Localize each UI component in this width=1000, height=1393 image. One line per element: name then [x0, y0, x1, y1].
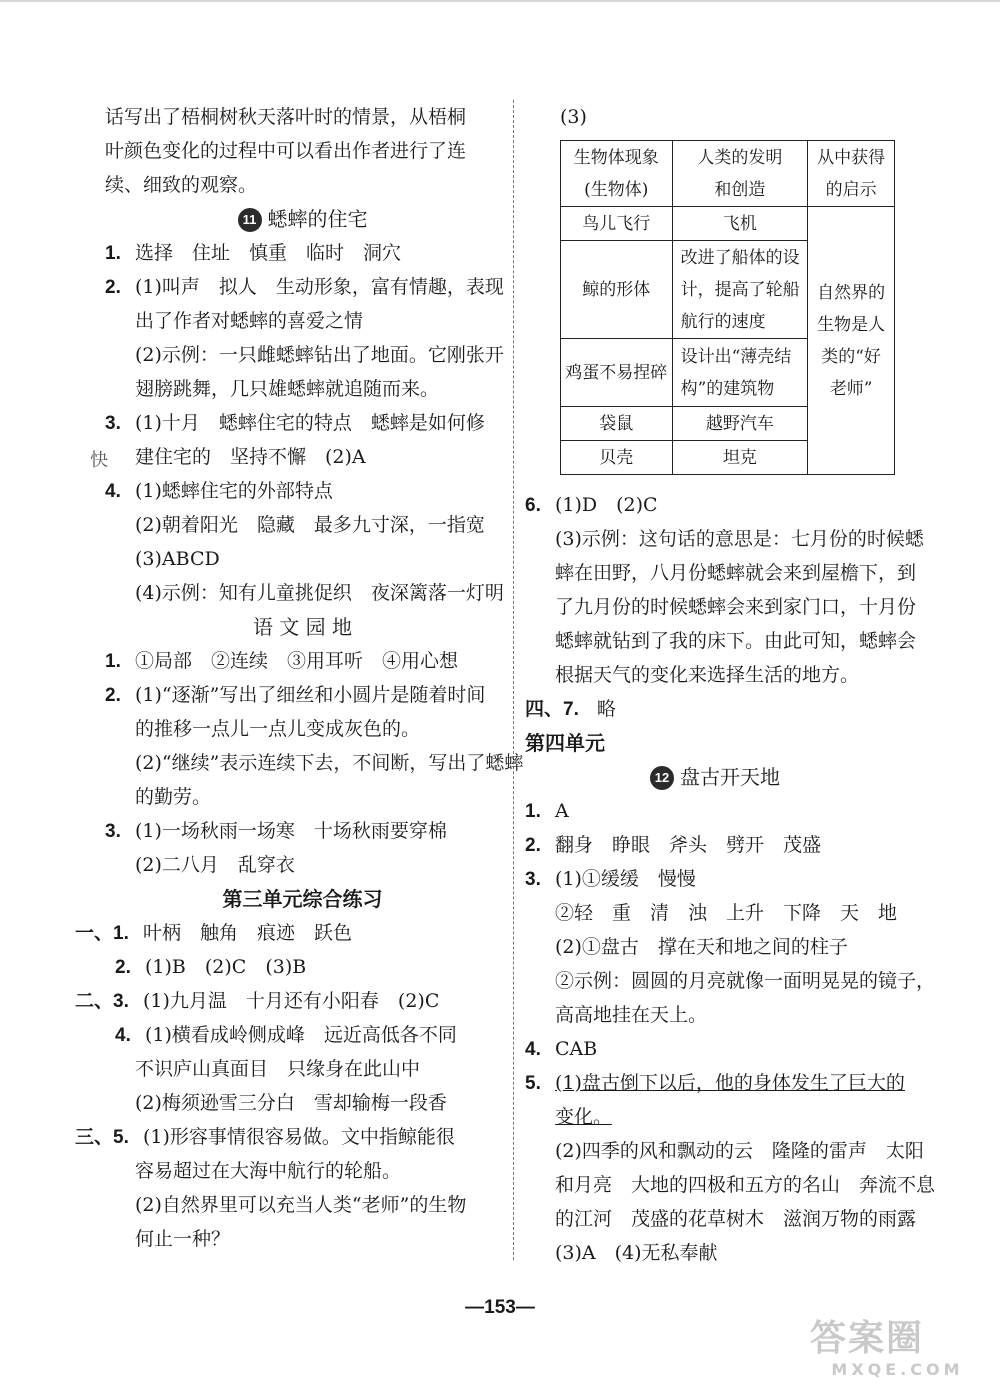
l12-q1: 1. A [525, 800, 569, 822]
q6-line5: 蟋蟀就钻到了我的床下。由此可知，蟋蟀会 [555, 630, 917, 652]
l11-q4-line4: (4)示例：知有儿童挑促织 夜深篱落一灯明 [135, 582, 504, 604]
l12-q5-line3: (2)四季的风和飘动的云 隆隆的雷声 太阳 [555, 1140, 924, 1162]
l11-q2-line1: 2. (1)叫声 拟人 生动形象，富有情趣，表现 [105, 276, 504, 298]
l11-q2-line3: (2)示例：一只雌蟋蟀钻出了地面。它刚张开 [135, 344, 504, 366]
table-row: 鸟儿飞行 飞机 自然界的 生物是人 类的“好 老师” [561, 207, 895, 241]
watermark-logo: 答案圈 MXQE.COM [810, 1318, 964, 1379]
garden-q2-line2: 的推移一点儿一点儿变成灰色的。 [135, 718, 421, 740]
review-s2-q3: 二、3. (1)九月温 十月还有小阳春 (2)C [75, 990, 440, 1012]
l11-q4-line2: (2)朝着阳光 隐藏 最多九寸深，一指宽 [135, 514, 485, 536]
unit-4-heading: 第四单元 [525, 731, 605, 755]
page-number: —153— [465, 1297, 535, 1318]
lesson-11-badge: 11 [238, 208, 262, 232]
l12-q5-line1: 5. (1)盘古倒下以后，他的身体发生了巨大的 [525, 1072, 905, 1094]
bio-inspiration-table [560, 140, 895, 475]
intro-line-3: 续、细致的观察。 [105, 174, 258, 196]
garden-q2-line1: 2. (1)“逐渐”写出了细丝和小圆片是随着时间 [105, 684, 486, 706]
l11-q4-line1: 4. (1)蟋蟀住宅的外部特点 [105, 480, 333, 502]
column-divider [513, 100, 514, 1260]
l12-q3-line2: ②轻 重 清 浊 上升 下降 天 地 [555, 902, 898, 924]
lesson-12-title-text: 盘古开天地 [680, 765, 780, 789]
q6-line6: 根据天气的变化来选择生活的地方。 [555, 664, 860, 686]
l11-q3-line1: 3. (1)十月 蟋蟀住宅的特点 蟋蟀是如何修 [105, 412, 485, 434]
table-row: 袋鼠 越野汽车 [561, 407, 895, 441]
lesson-11-title [105, 202, 500, 236]
intro-line-1: 话写出了梧桐树秋天落叶时的情景，从梧桐 [105, 106, 467, 128]
lesson-11-title-text: 蟋蟀的住宅 [267, 207, 368, 231]
l12-q3-line3: (2)①盘古 撑在天和地之间的柱子 [555, 936, 848, 958]
garden-q2-line3: (2)“继续”表示连续下去，不间断，写出了蟋蟀 [135, 752, 524, 774]
garden-title: 语 文 园 地 [252, 615, 353, 639]
table-header-invention: 人类的发明 和创造 [672, 141, 808, 207]
q6-line3: 蟀在田野，八月份蟋蟀就会来到屋檐下，到 [555, 562, 917, 584]
review-title: 第三单元综合练习 [222, 887, 383, 911]
review-s3-q5-line1: 三、5. (1)形容事情很容易做。文中指鲸能很 [75, 1126, 455, 1148]
page-top-edge [0, 0, 1000, 2]
left-column [75, 100, 524, 1256]
l12-q3-line4: ②示例：圆圆的月亮就像一面明晃晃的镜子， [555, 970, 936, 992]
review-s3-q5-line2: 容易超过在大海中航行的轮船。 [135, 1160, 402, 1182]
q6-line2: (3)示例：这句话的意思是：七月份的时候蟋 [555, 528, 924, 550]
s4-line: 四、7. 略 [525, 698, 616, 720]
garden-q3-line1: 3. (1)一场秋雨一场寒 十场秋雨要穿棉 [105, 820, 447, 842]
table-header-row [561, 141, 895, 207]
l12-q3-line5: 高高地挂在天上。 [555, 1004, 708, 1026]
table-insight-cell: 自然界的 生物是人 类的“好 老师” [808, 207, 895, 475]
l11-q1: 1. 选择 住址 慎重 临时 洞穴 [105, 242, 402, 264]
garden-q2-line4: 的勤劳。 [135, 786, 212, 808]
garden-q3-line2: (2)二八月 乱穿衣 [135, 854, 295, 876]
l11-q2-line2: 出了作者对蟋蟀的喜爱之情 [135, 310, 364, 332]
l12-q5-line6: (3)A (4)无私奉献 [555, 1242, 718, 1264]
garden-q1: 1. ①局部 ②连续 ③用耳听 ④用心想 [105, 650, 459, 672]
review-s3-q5-line3: (2)自然界里可以充当人类“老师”的生物 [135, 1194, 467, 1216]
review-s1-q1: 一、1. 叶柄 触角 痕迹 跃色 [75, 922, 353, 944]
l11-q2-line4: 翅膀跳舞，几只雄蟋蟀就追随而来。 [135, 378, 440, 400]
table-row: 贝壳 坦克 [561, 441, 895, 475]
table-question-label: (3) [560, 106, 587, 128]
lesson-12-title [525, 760, 905, 794]
l11-q3-line2: 建住宅的 坚持不懈 (2)A [135, 446, 366, 468]
review-s2-q4-line3: (2)梅须逊雪三分白 雪却输梅一段香 [135, 1092, 447, 1114]
right-column-lower [525, 488, 936, 1270]
table-row: 鲸的形体 改进了船体的设 计，提高了轮船 航行的速度 [561, 241, 895, 339]
l12-q3-line1: 3. (1)①缓缓 慢慢 [525, 868, 696, 890]
intro-line-2: 叶颜色变化的过程中可以看出作者进行了连 [105, 140, 467, 162]
l12-q5-line2: 变化。 [555, 1106, 613, 1128]
l12-q5-line5: 的江河 茂盛的花草树木 滋润万物的雨露 [555, 1208, 917, 1230]
review-s1-q2: 2. (1)B (2)C (3)B [115, 956, 307, 978]
review-s3-q5-line4: 何止一种？ [135, 1228, 231, 1250]
l11-q4-line3: (3)ABCD [135, 548, 220, 570]
table-header-insight: 从中获得 的启示 [808, 141, 895, 207]
lesson-12-badge: 12 [650, 766, 674, 790]
l12-q2: 2. 翻身 睁眼 斧头 劈开 茂盛 [525, 834, 822, 856]
review-s2-q4-line1: 4. (1)横看成岭侧成峰 远近高低各不同 [115, 1024, 457, 1046]
l12-q4: 4. CAB [525, 1038, 598, 1060]
table-row: 鸡蛋不易捏碎 设计出“薄壳结 构”的建筑物 [561, 339, 895, 407]
q6-line4: 了九月份的时候蟋蟀会来到家门口，十月份 [555, 596, 917, 618]
right-column [525, 100, 905, 134]
review-s2-q4-line2: 不识庐山真面目 只缘身在此山中 [135, 1058, 421, 1080]
l12-q5-line4: 和月亮 大地的四极和五方的名山 奔流不息 [555, 1174, 936, 1196]
table-header-phenomenon: 生物体现象 (生物体) [561, 141, 673, 207]
q6-line1: 6. (1)D (2)C [525, 494, 658, 516]
side-scribble-mark: 快 [90, 450, 108, 471]
